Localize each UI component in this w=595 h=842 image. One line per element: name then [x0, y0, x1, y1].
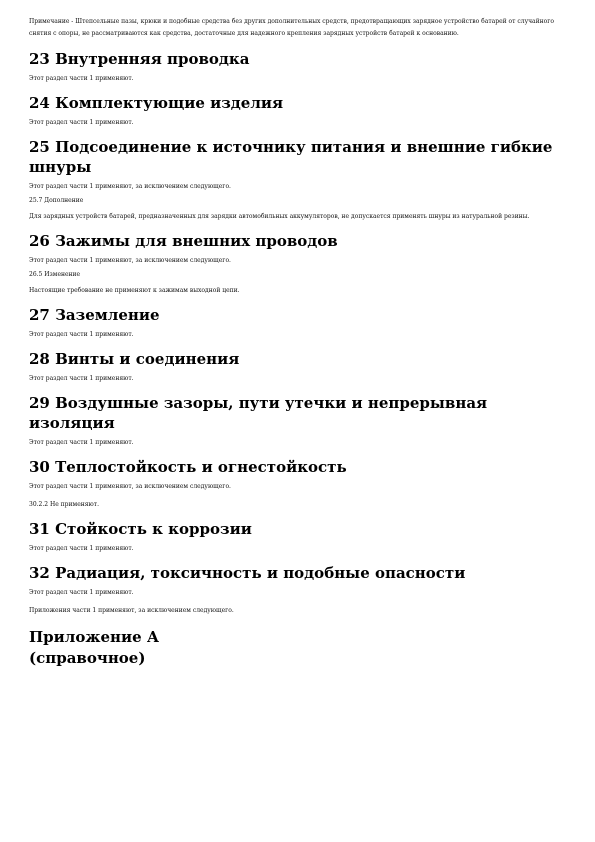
section-26-text: Этот раздел части 1 применяют, за исключением следующего. — [29, 257, 231, 264]
section-31-text: Этот раздел части 1 применяют. — [29, 545, 134, 552]
section-25-7-text: Для зарядных устройств батарей, предназначенных для зарядки автомобильных аккумуляторов, не допускается применять шнуры из натуральной резины. — [29, 213, 530, 220]
section-23-text: Этот раздел части 1 применяют. — [29, 75, 134, 82]
section-26-heading: 26 Зажимы для внешних проводов — [29, 232, 338, 250]
annexes-text: Приложения части 1 применяют, за исключением следующего. — [29, 607, 234, 614]
section-28-text: Этот раздел части 1 применяют. — [29, 375, 134, 382]
section-27-text: Этот раздел части 1 применяют. — [29, 331, 134, 338]
section-23-heading: 23 Внутренняя проводка — [29, 50, 250, 68]
section-24-text: Этот раздел части 1 применяют. — [29, 119, 134, 126]
note-paragraph: Примечание - Штепсельные пазы, крюки и подобные средства без других дополнительных средств, предотвращающих зарядное устройство батарей от случайного снятия с опоры, не рассматриваются как средства, достаточные для надежного крепления зарядных устройств батарей к основанию. — [29, 18, 555, 37]
section-25-7-label: 25.7 Дополнение — [29, 197, 84, 204]
section-28-heading: 28 Винты и соединения — [29, 350, 240, 368]
section-29-heading: 29 Воздушные зазоры, пути утечки и непрерывная изоляция — [29, 394, 488, 432]
section-29-text: Этот раздел части 1 применяют. — [29, 439, 134, 446]
section-26-5-label: 26.5 Изменение — [29, 271, 81, 278]
section-25-text: Этот раздел части 1 применяют, за исключением следующего. — [29, 183, 231, 190]
section-32-text: Этот раздел части 1 применяют. — [29, 589, 134, 596]
appendix-title-line-2: (справочное) — [29, 649, 146, 667]
appendix-title — [29, 627, 562, 669]
section-24-heading: 24 Комплектующие изделия — [29, 94, 284, 112]
appendix-title-line-1: Приложение А — [29, 628, 160, 646]
section-27-heading: 27 Заземление — [29, 306, 160, 324]
section-32-heading: 32 Радиация, токсичность и подобные опасности — [29, 564, 466, 582]
section-30-2-2-text: 30.2.2 Не применяют. — [29, 501, 99, 508]
section-30-heading: 30 Теплостойкость и огнестойкость — [29, 458, 347, 476]
section-26-5-text: Настоящие требование не применяют к зажимам выходной цепи. — [29, 287, 240, 294]
section-31-heading: 31 Стойкость к коррозии — [29, 520, 252, 538]
section-30-text: Этот раздел части 1 применяют, за исключением следующего. — [29, 483, 231, 490]
page-content — [29, 16, 562, 669]
section-25-heading: 25 Подсоединение к источнику питания и внешние гибкие шнуры — [29, 138, 553, 176]
